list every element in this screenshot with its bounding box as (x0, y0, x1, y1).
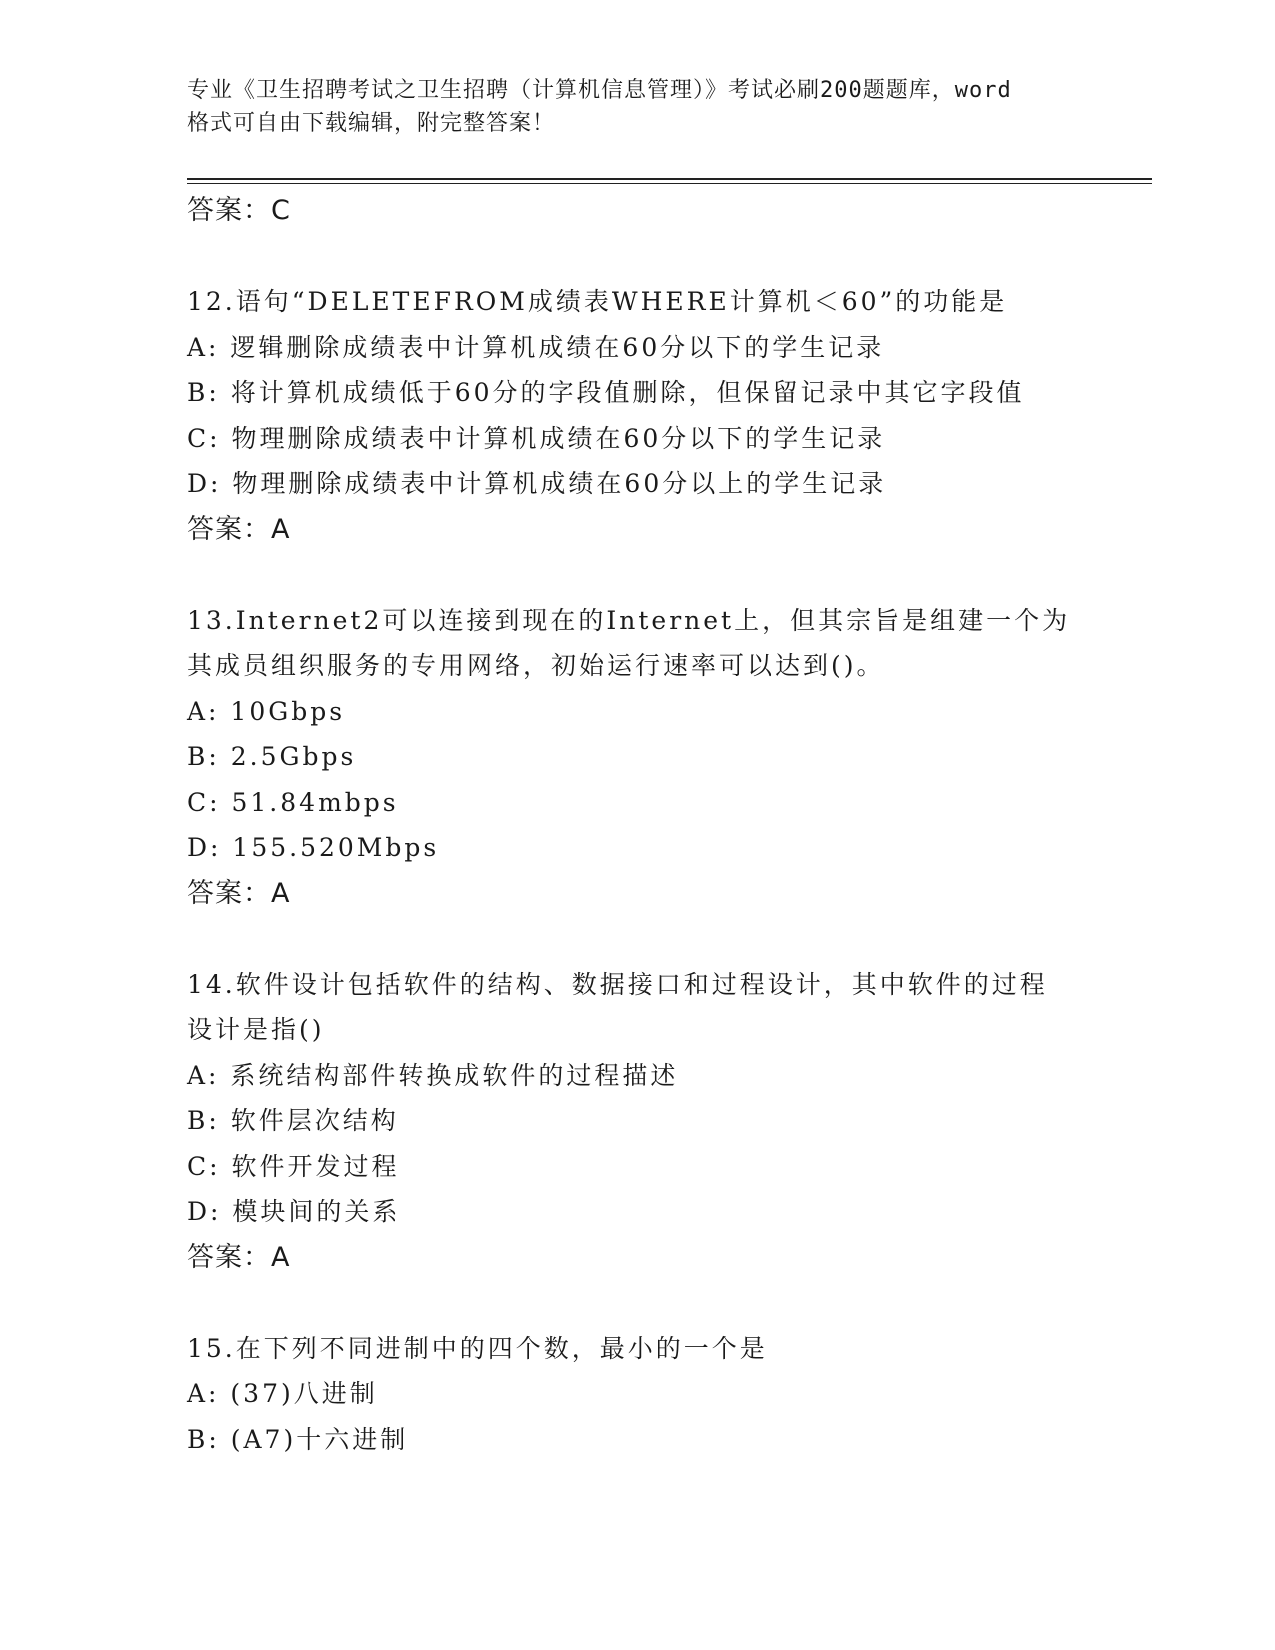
question-block (187, 962, 1087, 1281)
question-block (187, 598, 1087, 917)
question-list (187, 188, 1087, 1462)
option-c: C: 软件开发过程 (187, 1151, 400, 1181)
option-d: D: 物理删除成绩表中计算机成绩在60分以上的学生记录 (187, 469, 887, 498)
question-stem-continued: 其成员组织服务的专用网络，初始运行速率可以达到()。 (187, 651, 885, 680)
question-stem-continued: 设计是指() (187, 1015, 325, 1044)
option-b: B: (A7)十六进制 (187, 1424, 409, 1454)
option-b: B: 2.5Gbps (187, 742, 357, 771)
option-b: B: 将计算机成绩低于60分的字段值删除，但保留记录中其它字段值 (187, 378, 1025, 407)
option-a: A: 逻辑删除成绩表中计算机成绩在60分以下的学生记录 (187, 332, 885, 362)
question-block (187, 279, 1087, 552)
option-d: D: 155.520Mbps (187, 833, 440, 862)
question-stem: 14.软件设计包括软件的结构、数据接口和过程设计，其中软件的过程 (187, 969, 1048, 999)
question-stem: 15.在下列不同进制中的四个数，最小的一个是 (187, 1333, 768, 1363)
option-c: C: 物理删除成绩表中计算机成绩在60分以下的学生记录 (187, 423, 886, 453)
option-a: A: 系统结构部件转换成软件的过程描述 (187, 1060, 679, 1090)
spacer (187, 1280, 1087, 1326)
option-c: C: 51.84mbps (187, 787, 399, 817)
header-rule-thin (187, 183, 1152, 184)
option-a: A: 10Gbps (187, 696, 346, 726)
option-b: B: 软件层次结构 (187, 1106, 399, 1135)
spacer (187, 552, 1087, 598)
header-line-2: 格式可自由下载编辑，附完整答案！ (187, 111, 556, 136)
question-block (187, 1326, 1087, 1463)
spacer (187, 234, 1087, 280)
header-rule-thick (187, 178, 1152, 180)
answer-line: 答案：A (187, 1241, 291, 1273)
question-stem: 12.语句“DELETEFROM成绩表WHERE计算机＜60”的功能是 (187, 287, 1008, 316)
answer-line: 答案：A (187, 513, 291, 545)
answer-line: 答案：A (187, 877, 291, 909)
option-d: D: 模块间的关系 (187, 1197, 401, 1226)
spacer (187, 916, 1087, 962)
answer-line: 答案：C (187, 195, 291, 226)
option-a: A: (37)八进制 (187, 1379, 378, 1408)
question-stem: 13.Internet2可以连接到现在的Internet上，但其宗旨是组建一个为 (187, 605, 1071, 635)
header-line-1: 专业《卫生招聘考试之卫生招聘（计算机信息管理）》考试必刷200题题库，word (187, 78, 1012, 103)
document-header (187, 74, 1087, 140)
